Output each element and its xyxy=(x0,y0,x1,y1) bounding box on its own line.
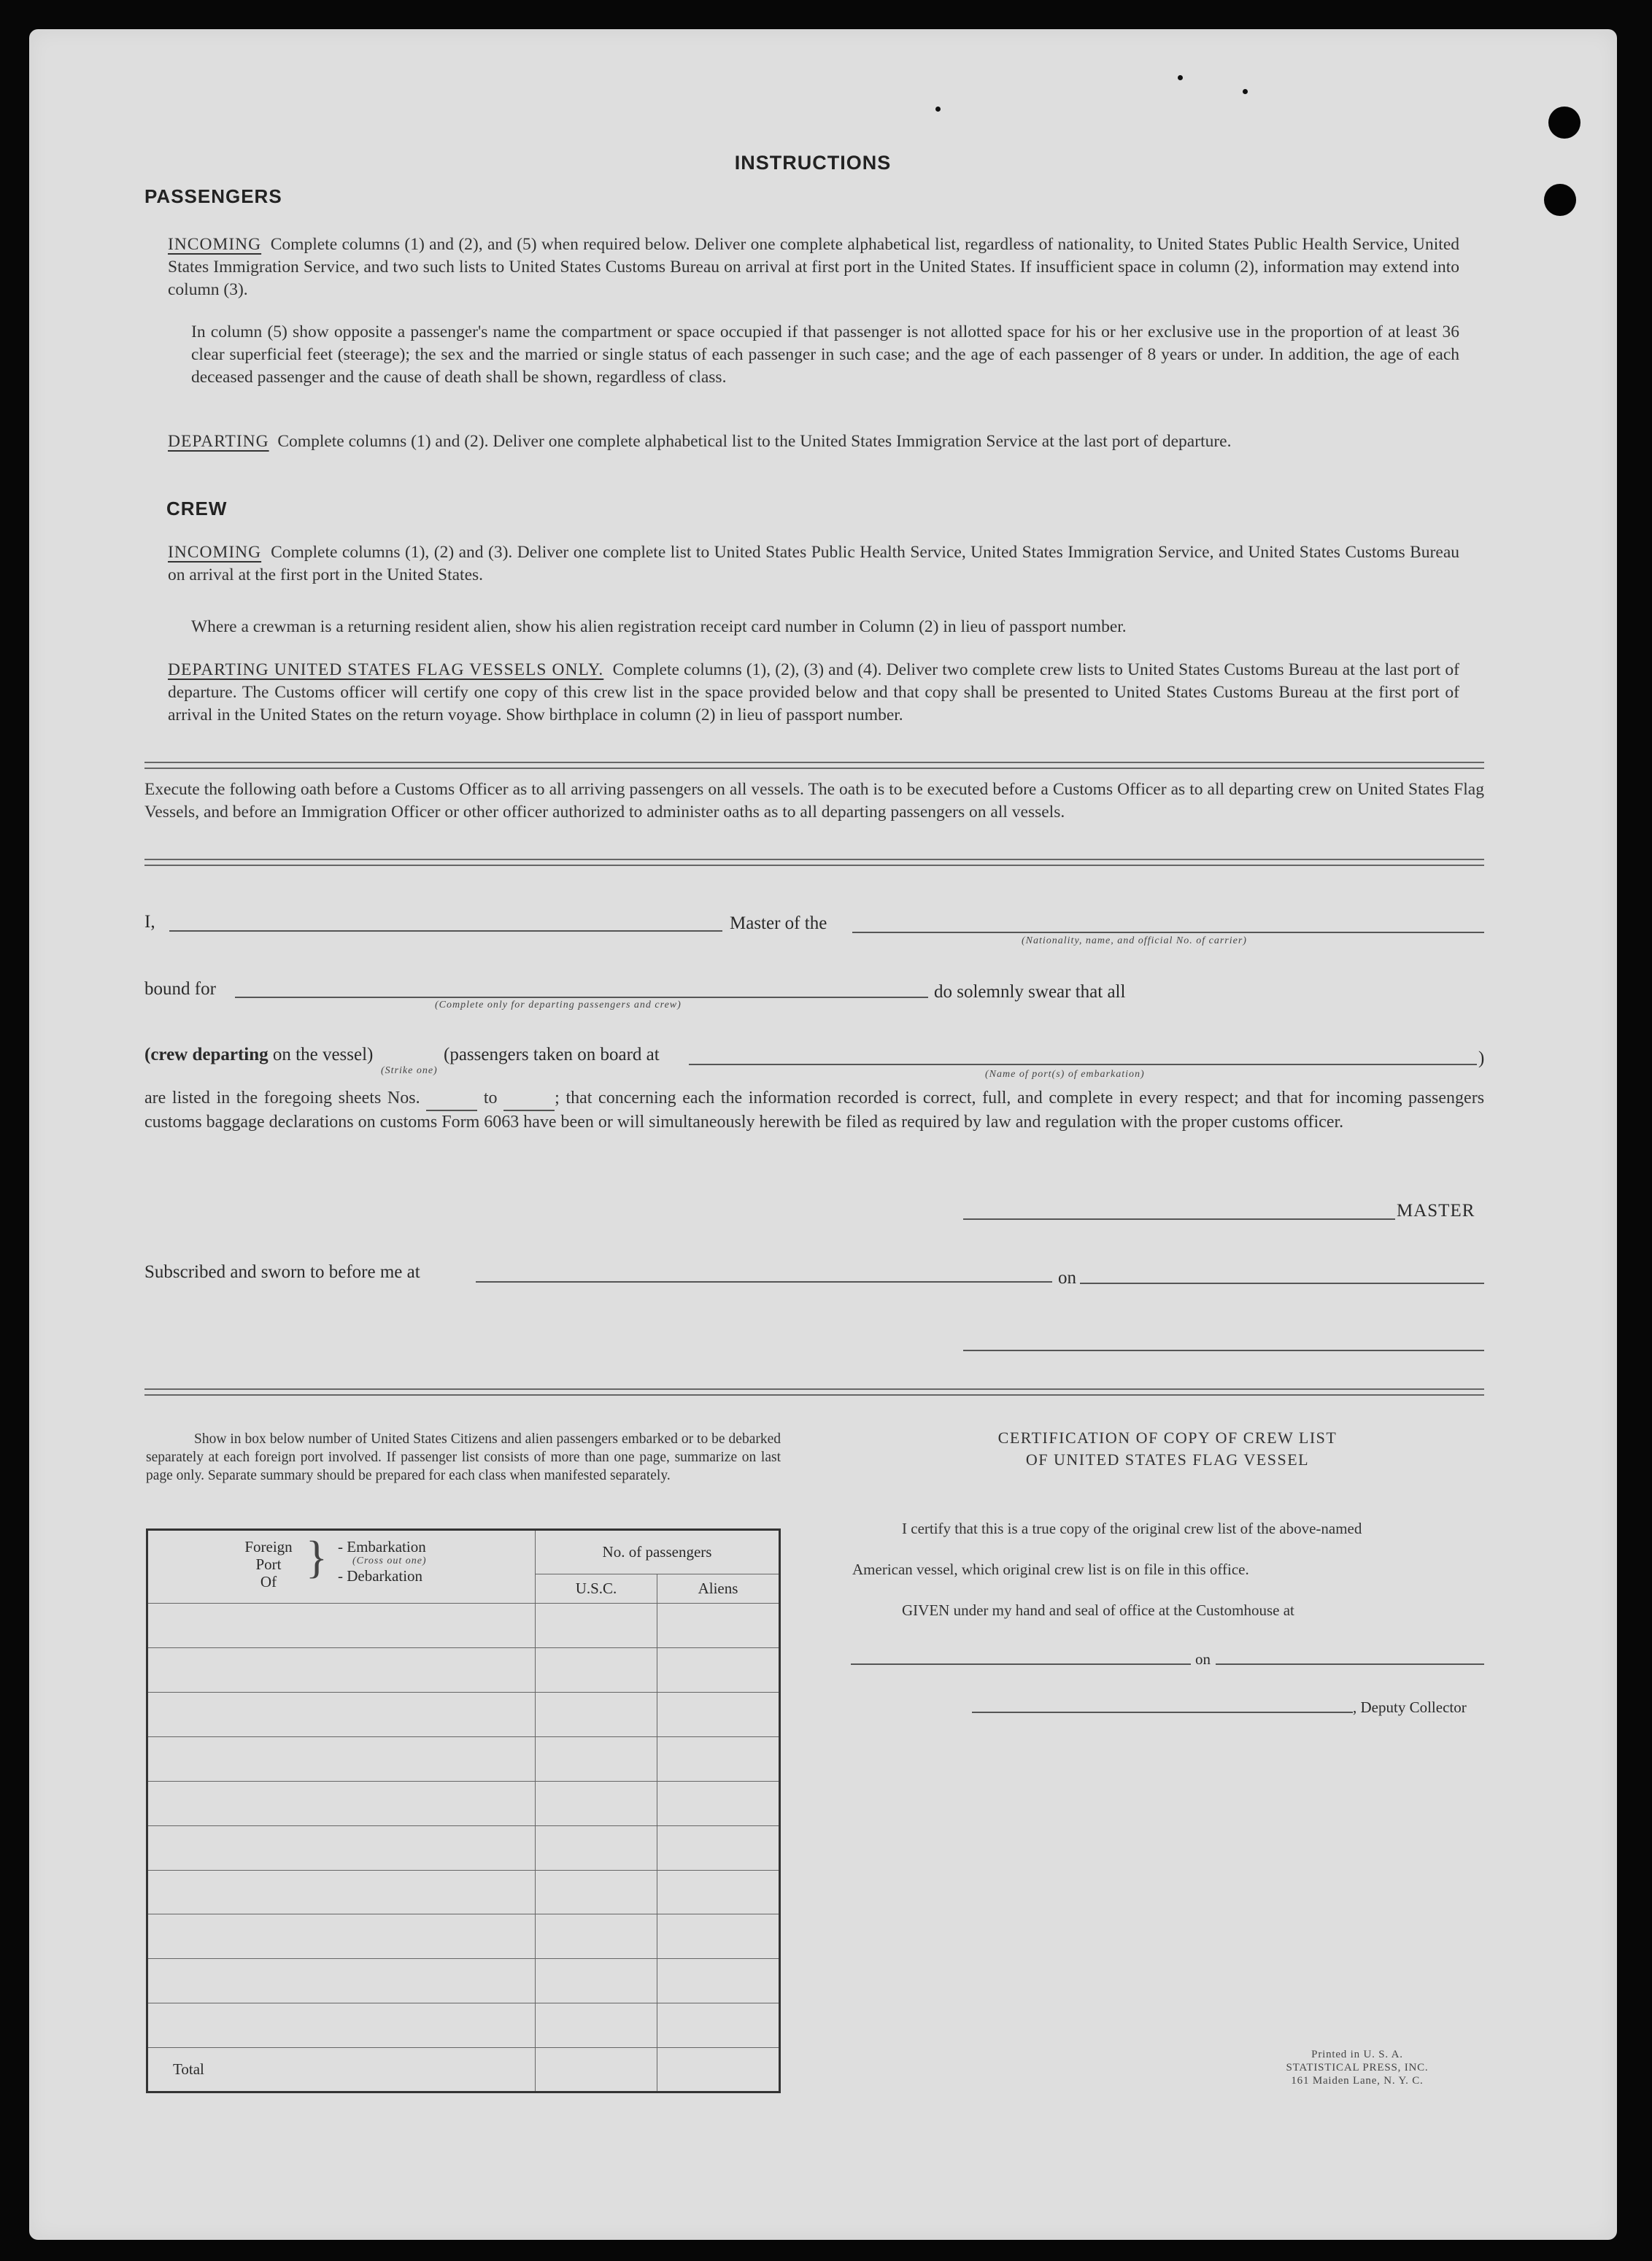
master-label: MASTER xyxy=(1397,1201,1475,1221)
debarkation-option[interactable]: - Debarkation xyxy=(338,1567,423,1585)
cert-date-field[interactable] xyxy=(1216,1663,1484,1665)
certification-title xyxy=(846,1427,1489,1471)
usc-cell[interactable] xyxy=(536,1959,657,2003)
aliens-header: Aliens xyxy=(657,1574,780,1604)
officer-signature-field[interactable] xyxy=(963,1350,1484,1351)
punch-hole-top xyxy=(1548,107,1580,139)
passengers-departing-paragraph xyxy=(168,430,1459,453)
port-cell[interactable] xyxy=(147,1870,536,1914)
of-label: Of xyxy=(260,1573,277,1591)
customhouse-field[interactable] xyxy=(851,1663,1191,1665)
crew-resident-paragraph: Where a crewman is a returning resident alien, show his alien registration receipt card number in Column (2) in lieu of passport number. xyxy=(191,617,1127,636)
printer-line2: STATISTICAL PRESS, INC. xyxy=(1286,2062,1429,2073)
subscribed-label: Subscribed and sworn to before me at xyxy=(144,1262,420,1282)
bound-for-label: bound for xyxy=(144,979,216,999)
crew-departing-label: DEPARTING UNITED STATES FLAG VESSELS ONLY. xyxy=(168,660,604,679)
no-of-passengers-header: No. of passengers xyxy=(536,1530,780,1574)
table-row xyxy=(147,1959,780,2003)
crew-incoming-label: INCOMING xyxy=(168,543,262,562)
summary-instructions: Show in box below number of United States Citizens and alien passengers embarked or to be debarked separately at each foreign port involved. If passenger list consists of more than one page, summarize on last page only. Separate summary should be prepared for each class when manifested separately. xyxy=(146,1431,781,1483)
swear-label: do solemnly swear that all xyxy=(934,982,1126,1002)
deputy-signature-field[interactable] xyxy=(972,1712,1353,1713)
passengers-incoming-text: Complete columns (1) and (2), and (5) when required below. Deliver one complete alphabetical list, regardless of nationality, to United States Public Health Service, United States Immigration Service, and two such lists to United States Customs Bureau on arrival at first port in the United States. If insufficient space in column (2), information may extend into column (3). xyxy=(168,235,1459,299)
aliens-total-cell[interactable] xyxy=(657,2048,780,2092)
brace-icon: } xyxy=(306,1533,328,1582)
on-vessel-text: on the vessel) xyxy=(272,1045,374,1064)
table-row xyxy=(147,1737,780,1782)
aliens-cell[interactable] xyxy=(657,2003,780,2048)
port-cell[interactable] xyxy=(147,1693,536,1737)
table-row xyxy=(147,1914,780,1959)
sheet-from-field[interactable] xyxy=(426,1087,477,1111)
table-row xyxy=(147,1648,780,1693)
oath-i-label: I, xyxy=(144,912,155,932)
crew-departing-option[interactable] xyxy=(144,1045,373,1065)
crew-departing-text: (crew departing xyxy=(144,1045,269,1064)
aliens-cell[interactable] xyxy=(657,1737,780,1782)
ink-speck xyxy=(935,107,941,112)
foreign-port-header xyxy=(147,1530,536,1604)
crew-incoming-text: Complete columns (1), (2) and (3). Deliver one complete list to United States Public Health Service, United States Immigration Service, and United States Customs Bureau on arrival at the first port in the United States. xyxy=(168,543,1459,584)
master-name-field[interactable] xyxy=(169,930,722,932)
port-cell[interactable] xyxy=(147,1648,536,1693)
strike-caption: (Strike one) xyxy=(381,1065,438,1076)
usc-cell[interactable] xyxy=(536,1825,657,1870)
sheet-to-field[interactable] xyxy=(503,1087,555,1111)
printer-imprint xyxy=(1240,2048,1474,2087)
listed-paragraph xyxy=(144,1087,1484,1134)
bound-for-field[interactable] xyxy=(235,997,928,998)
printer-line1: Printed in U. S. A. xyxy=(1311,2049,1403,2060)
table-row xyxy=(147,1870,780,1914)
port-cell[interactable] xyxy=(147,2003,536,2048)
master-of-label: Master of the xyxy=(730,913,827,933)
port-cell[interactable] xyxy=(147,1737,536,1782)
usc-cell[interactable] xyxy=(536,1604,657,1648)
carrier-caption: (Nationality, name, and official No. of carrier) xyxy=(1022,935,1247,946)
port-cell[interactable] xyxy=(147,1914,536,1959)
usc-cell[interactable] xyxy=(536,1648,657,1693)
listed-to: to xyxy=(483,1089,498,1108)
passenger-summary-table xyxy=(146,1528,781,2093)
aliens-cell[interactable] xyxy=(657,1825,780,1870)
port-cell[interactable] xyxy=(147,1959,536,2003)
listed-prefix: are listed in the foregoing sheets Nos. xyxy=(144,1089,420,1108)
crew-departing-paragraph xyxy=(168,659,1459,727)
aliens-cell[interactable] xyxy=(657,1959,780,2003)
usc-header: U.S.C. xyxy=(536,1574,657,1604)
passengers-heading: PASSENGERS xyxy=(144,185,282,207)
crew-incoming-paragraph xyxy=(168,541,1459,587)
ink-speck xyxy=(1243,89,1248,94)
table-row xyxy=(147,1781,780,1825)
passengers-departing-label: DEPARTING xyxy=(168,432,269,451)
sworn-date-field[interactable] xyxy=(1080,1283,1484,1284)
given-line: GIVEN under my hand and seal of office at the Customhouse at xyxy=(902,1601,1294,1619)
punch-hole-bottom xyxy=(1544,184,1576,216)
port-cell[interactable] xyxy=(147,1825,536,1870)
aliens-cell[interactable] xyxy=(657,1693,780,1737)
aliens-cell[interactable] xyxy=(657,1914,780,1959)
port-cell[interactable] xyxy=(147,1781,536,1825)
bound-caption: (Complete only for departing passengers and crew) xyxy=(435,1000,682,1010)
usc-cell[interactable] xyxy=(536,2003,657,2048)
passengers-incoming-label: INCOMING xyxy=(168,235,262,254)
crew-heading: CREW xyxy=(166,498,228,519)
port-caption: (Name of port(s) of embarkation) xyxy=(985,1069,1145,1080)
sworn-place-field[interactable] xyxy=(476,1281,1052,1283)
table-row xyxy=(147,2003,780,2048)
table-row xyxy=(147,1604,780,1648)
divider xyxy=(144,762,1484,769)
port-cell[interactable] xyxy=(147,1604,536,1648)
usc-cell[interactable] xyxy=(536,1737,657,1782)
cert-on-label: on xyxy=(1195,1650,1211,1668)
table-row xyxy=(147,1693,780,1737)
usc-cell[interactable] xyxy=(536,1693,657,1737)
table-row xyxy=(147,1825,780,1870)
crew-departing-text: Complete columns (1), (2), (3) and (4). Deliver two complete crew lists to United States Customs Bureau at the last port of departure. The Customs officer will certify one copy of this crew list in the space provided below and that copy shall be presented to United States Customs Bureau at the first port of arrival in the United States on the return voyage. Show birthplace in column (2) in lieu of passport number. xyxy=(168,660,1460,724)
aliens-cell[interactable] xyxy=(657,1781,780,1825)
certify-line1: I certify that this is a true copy of the original crew list of the above-named xyxy=(902,1520,1362,1537)
aliens-cell[interactable] xyxy=(657,1870,780,1914)
total-label: Total xyxy=(147,2048,536,2092)
passengers-incoming-paragraph xyxy=(168,233,1459,301)
divider xyxy=(144,859,1484,866)
cross-out-caption: (Cross out one) xyxy=(352,1555,427,1566)
passengers-taken-option[interactable]: (passengers taken on board at xyxy=(444,1045,660,1064)
usc-cell[interactable] xyxy=(536,1870,657,1914)
usc-cell[interactable] xyxy=(536,1781,657,1825)
foreign-label: Foreign xyxy=(244,1538,293,1555)
ink-speck xyxy=(1178,75,1183,80)
instructions-title: INSTRUCTIONS xyxy=(734,152,892,174)
certification-title-line1: CERTIFICATION OF COPY OF CREW LIST xyxy=(997,1429,1338,1447)
certification-title-line2: OF UNITED STATES FLAG VESSEL xyxy=(1025,1450,1310,1469)
total-row xyxy=(147,2048,780,2092)
oath-intro: Execute the following oath before a Customs Officer as to all arriving passengers on all vessels. The oath is to be executed before a Customs Officer as to all departing crew on United States Flag Vessels, and before an Immigration Officer or other officer authorized to administer oaths as to all departing passengers on all vessels. xyxy=(144,780,1484,822)
embarkation-option[interactable]: - Embarkation xyxy=(338,1538,426,1555)
port-label: Port xyxy=(255,1555,282,1573)
listed-suffix: ; that concerning each the information recorded is correct, full, and complete in every respect; and that for incoming passengers customs baggage declarations on customs Form 6063 have been or will simultaneously herewith be filed as required by law and regulation with the proper customs officer. xyxy=(144,1089,1485,1132)
passengers-departing-text: Complete columns (1) and (2). Deliver one complete alphabetical list to the United States Immigration Service at the last port of departure. xyxy=(277,432,1232,451)
certify-line2: American vessel, which original crew list is on file in this office. xyxy=(852,1561,1249,1578)
column5-paragraph: In column (5) show opposite a passenger's name the compartment or space occupied if that passenger is not allotted space for his or her exclusive use in the proportion of at least 36 clear superficial feet (steerage); the sex and the married or single status of each passenger in such case; and the age of each passenger of 8 years or under. In addition, the age of each deceased passenger and the cause of death shall be shown, regardless of class. xyxy=(191,322,1459,387)
close-paren: ) xyxy=(1478,1048,1485,1068)
printer-line3: 161 Maiden Lane, N. Y. C. xyxy=(1291,2075,1424,2087)
aliens-cell[interactable] xyxy=(657,1604,780,1648)
usc-total-cell[interactable] xyxy=(536,2048,657,2092)
master-signature-field[interactable] xyxy=(963,1218,1395,1220)
port-field[interactable] xyxy=(689,1064,1477,1065)
carrier-field[interactable] xyxy=(852,932,1484,933)
divider xyxy=(144,1388,1484,1396)
usc-cell[interactable] xyxy=(536,1914,657,1959)
aliens-cell[interactable] xyxy=(657,1648,780,1693)
deputy-collector-label: , Deputy Collector xyxy=(1353,1698,1467,1716)
sworn-on-label: on xyxy=(1058,1268,1076,1288)
